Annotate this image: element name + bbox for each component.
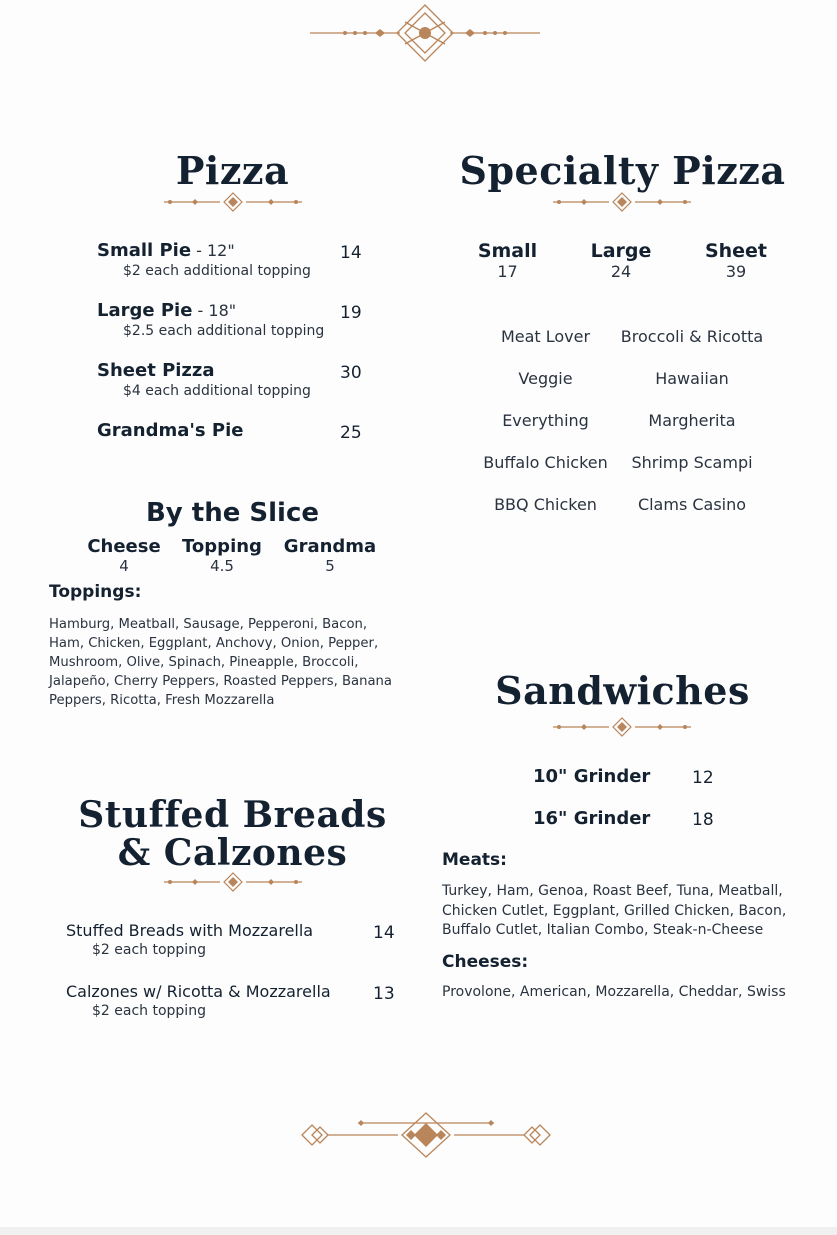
toppings-line: Mushroom, Olive, Spinach, Pineapple, Broccoli, — [49, 655, 359, 670]
size-price: 24 — [610, 262, 632, 281]
specialty-title: Specialty Pizza — [459, 148, 786, 193]
meats-label: Meats: — [442, 850, 507, 870]
cheeses-list: Provolone, American, Mozzarella, Cheddar, Swiss — [442, 984, 786, 1000]
sandwiches-divider-icon — [551, 716, 693, 738]
top-ornament-icon — [305, 2, 545, 62]
item-note: $4 each additional topping — [123, 383, 311, 399]
item-size: - 18" — [192, 301, 237, 320]
pizza-item — [97, 300, 367, 339]
specialty-item: Shrimp Scampi — [631, 453, 753, 472]
pizza-title: Pizza — [175, 148, 290, 193]
item-price: 14 — [373, 923, 395, 943]
stuffed-title-line: & Calzones — [117, 832, 348, 874]
sandwich-price: 12 — [692, 768, 714, 788]
item-name: Stuffed Breads with Mozzarella — [66, 921, 314, 940]
specialty-item: BBQ Chicken — [494, 495, 597, 514]
slice-item — [280, 536, 380, 575]
item-price: 14 — [340, 243, 362, 263]
item-note: $2 each topping — [92, 1003, 206, 1019]
item-size: - 12" — [191, 241, 235, 260]
pizza-divider-icon — [162, 191, 304, 213]
toppings-line: Ham, Chicken, Eggplant, Anchovy, Onion, Pepper, — [49, 636, 379, 651]
pizza-item — [97, 360, 367, 399]
specialty-size — [700, 240, 772, 281]
cheeses-label: Cheeses: — [442, 952, 529, 972]
toppings-line: Hamburg, Meatball, Sausage, Pepperoni, Bacon, — [49, 617, 368, 632]
item-name: Large Pie — [97, 300, 193, 321]
size-name: Large — [590, 240, 652, 262]
item-note: $2 each additional topping — [123, 263, 311, 279]
size-price: 17 — [497, 262, 518, 281]
stuffed-title — [55, 796, 410, 872]
meats-line: Turkey, Ham, Genoa, Roast Beef, Tuna, Meatball, — [442, 883, 783, 899]
specialty-size — [470, 240, 545, 281]
stuffed-divider-icon — [162, 871, 304, 893]
specialty-item: Hawaiian — [655, 369, 729, 388]
specialty-item: Veggie — [518, 369, 573, 388]
specialty-item: Broccoli & Ricotta — [620, 327, 764, 346]
slice-name: Grandma — [283, 536, 377, 557]
item-note: $2 each topping — [92, 942, 206, 958]
slice-item — [80, 536, 168, 575]
specialty-item: Meat Lover — [500, 327, 591, 346]
specialty-divider-icon — [551, 191, 693, 213]
toppings-list — [49, 615, 419, 710]
specialty-list-right — [612, 316, 772, 526]
sandwich-price: 18 — [692, 810, 714, 830]
sandwich-name: 16" Grinder — [533, 808, 651, 829]
item-name: Sheet Pizza — [97, 360, 215, 381]
slice-price: 4 — [119, 557, 129, 575]
slice-title: By the Slice — [145, 498, 320, 528]
toppings-line: Peppers, Ricotta, Fresh Mozzarella — [49, 693, 275, 708]
pizza-item — [97, 420, 367, 441]
item-note: $2.5 each additional topping — [123, 323, 325, 339]
meats-line: Buffalo Cutlet, Italian Combo, Steak-n-Cheese — [442, 922, 764, 938]
specialty-list-left — [468, 316, 623, 526]
specialty-item: Everything — [502, 411, 589, 430]
sandwiches-title: Sandwiches — [495, 668, 750, 713]
slice-name: Topping — [182, 536, 262, 557]
sandwich-name: 10" Grinder — [533, 766, 651, 787]
pizza-item — [97, 240, 367, 279]
size-name: Sheet — [704, 240, 768, 262]
slice-price: 4.5 — [210, 557, 234, 575]
size-price: 39 — [725, 262, 747, 281]
page-footer-band — [0, 1227, 837, 1235]
toppings-label: Toppings: — [49, 582, 142, 602]
meats-list — [442, 882, 822, 941]
specialty-size — [582, 240, 660, 281]
stuffed-item — [66, 982, 366, 1019]
toppings-line: Jalapeño, Cherry Peppers, Roasted Peppers, Banana — [49, 674, 392, 689]
stuffed-item — [66, 921, 366, 958]
item-price: 25 — [340, 423, 362, 443]
specialty-item: Clams Casino — [637, 495, 747, 514]
slice-name: Cheese — [87, 536, 161, 557]
size-name: Small — [477, 240, 538, 262]
item-price: 19 — [340, 303, 362, 323]
item-name: Calzones w/ Ricotta & Mozzarella — [66, 982, 331, 1001]
specialty-item: Margherita — [648, 411, 736, 430]
specialty-item: Buffalo Chicken — [483, 453, 608, 472]
item-name: Grandma's Pie — [97, 420, 244, 441]
slice-price: 5 — [325, 557, 335, 575]
meats-line: Chicken Cutlet, Eggplant, Grilled Chicken, Bacon, — [442, 902, 787, 919]
item-name: Small Pie — [97, 240, 192, 261]
bottom-ornament-icon — [298, 1110, 554, 1160]
slice-item — [176, 536, 268, 575]
item-price: 30 — [340, 363, 362, 383]
item-price: 13 — [373, 984, 395, 1004]
stuffed-title-line: Stuffed Breads — [78, 794, 387, 836]
